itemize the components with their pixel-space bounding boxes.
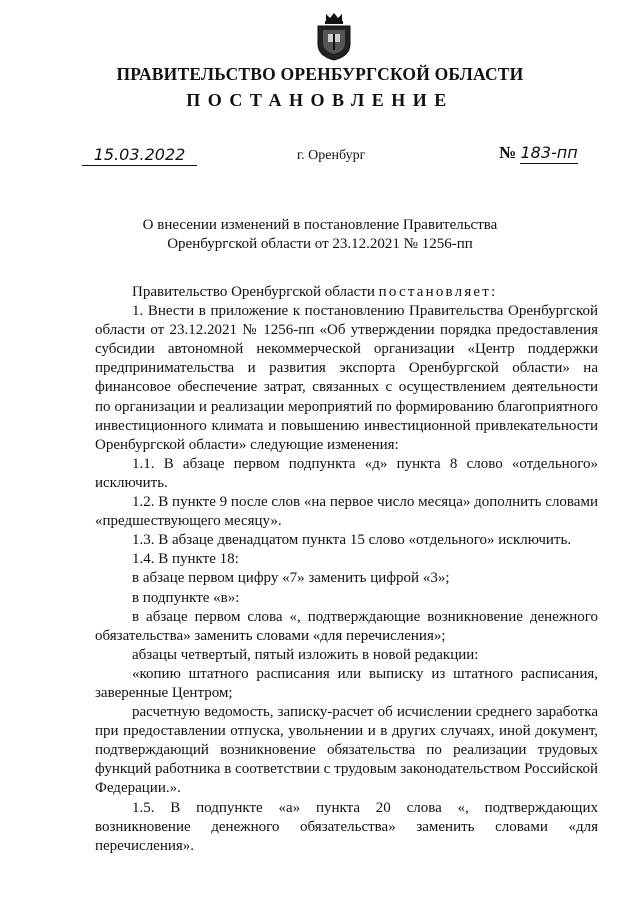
document-body <box>95 283 598 856</box>
number-value: 183-пп <box>520 143 578 162</box>
document-subject <box>0 216 640 254</box>
preamble-text: Правительство Оренбургской области <box>132 284 379 300</box>
subject-line: Оренбургской области от 23.12.2021 № 1256-пп <box>167 236 473 252</box>
body-paragraph: абзацы четвертый, пятый изложить в новой редакции: <box>132 646 479 663</box>
body-paragraph: в подпункте «в»: <box>132 589 240 606</box>
body-paragraph: 1.1. В абзаце первом подпункта «д» пункта 8 слово «отдельного» исключить. <box>95 455 598 491</box>
coat-of-arms-icon <box>315 10 353 62</box>
body-paragraph: 1.4. В пункте 18: <box>132 551 239 568</box>
body-paragraph: 1.2. В пункте 9 после слов «на первое число месяца» дополнить словами «предшествующего месяцу». <box>95 494 598 530</box>
body-paragraph: 1.5. В подпункте «а» пункта 20 слова «, подтверждающих возникновение денежного обязательства» заменить словами «для перечисления». <box>95 799 598 854</box>
document-number <box>499 143 578 164</box>
preamble-verb: постановляет: <box>378 284 498 300</box>
number-label: № <box>499 143 517 162</box>
body-paragraph: 1.3. В абзаце двенадцатом пункта 15 слово «отдельного» исключить. <box>132 532 572 549</box>
document-type: ПОСТАНОВЛЕНИЕ <box>186 90 454 110</box>
subject-line: О внесении изменений в постановление Правительства <box>142 217 498 233</box>
document-city: г. Оренбург <box>297 148 366 163</box>
organization-title: ПРАВИТЕЛЬСТВО ОРЕНБУРГСКОЙ ОБЛАСТИ <box>116 64 524 84</box>
body-paragraph: в абзаце первом слова «, подтверждающие возникновение денежного обязательства» заменить словами «для перечисления»; <box>95 608 598 644</box>
document-date: 15.03.2022 <box>82 145 197 166</box>
body-paragraph: расчетную ведомость, записку-расчет об исчислении среднего заработка при предоставлении отпуска, увольнении и в других случаях, иной документ, подтверждающий возникновение обязательства по реализации трудовых функций работника в соответствии с трудовым законодательством Российской Федерации.». <box>95 704 598 797</box>
body-paragraph: 1. Внести в приложение к постановлению Правительства Оренбургской области от 23.12.2021 № 1256-пп «Об утверждении порядка предоставления субсидии автономной некоммерческой организации «Центр поддержки предпринимательства и развития экспорта Оренбургской области» на финансовое обеспечение затрат, связанных с осуществлением деятельности по организации и реализации мероприятий по формированию благоприятного инвестиционного климата и повышению инвестиционной привлекательности Оренбургской области» следующие изменения: <box>95 303 598 453</box>
body-paragraph: «копию штатного расписания или выписку из штатного расписания, заверенные Центром; <box>95 665 598 701</box>
body-paragraph: в абзаце первом цифру «7» заменить цифрой «3»; <box>132 570 450 587</box>
preamble <box>95 283 598 302</box>
